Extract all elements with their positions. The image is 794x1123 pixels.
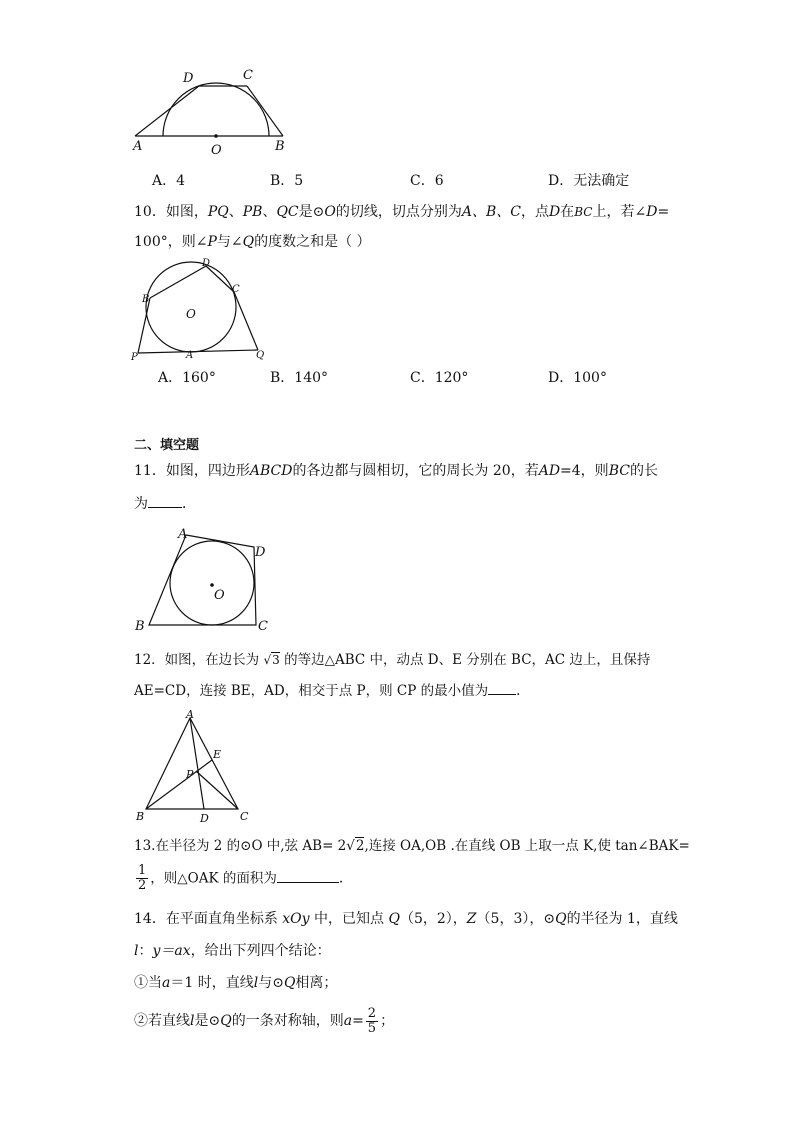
fraction-two-fifths: $\frac{2}{5}$	[367, 1005, 377, 1036]
line-cp	[196, 771, 238, 809]
label-o: O	[211, 143, 222, 158]
label-d: D	[200, 812, 209, 824]
line-pb	[138, 298, 150, 353]
label-a: A	[133, 139, 143, 154]
label-d: D	[255, 545, 266, 560]
label-b: B	[135, 619, 145, 634]
circle-o	[170, 541, 254, 625]
fraction-one-half: $\frac{1}{2}$	[138, 863, 147, 893]
q14-statement-1: ①当a＝1 时，直线l与⊙Q相离；	[134, 975, 338, 991]
q13-stem-line1: 13.在半径为 2 的⊙O 中,弦 AB= 2√2,连接 OA,OB .在直线 OB 上取一点 K,使 tan∠BAK=	[134, 838, 690, 854]
q14-stem-line1: 14．在平面直角坐标系 xOy 中，已知点 Q（5，2），Z（5，3），⊙Q的半径为 1，直线	[134, 911, 678, 927]
label-b: B	[142, 294, 150, 305]
line-ad	[135, 86, 199, 136]
label-o: O	[186, 307, 196, 321]
q12-stem-line1: 12．如图，在边长为 √3 的等边△ABC 中，动点 D、E 分别在 BC，AC 边上，且保持	[134, 652, 651, 668]
figure-q11	[130, 524, 278, 636]
label-a: A	[178, 527, 188, 542]
label-d: D	[202, 258, 211, 269]
label-q: Q	[256, 350, 265, 361]
label-b: B	[136, 810, 145, 823]
label-c: C	[258, 619, 268, 634]
label-o: O	[214, 588, 225, 603]
line-bd	[150, 266, 206, 298]
q9-option-c: C．6	[410, 173, 444, 189]
label-d: D	[183, 71, 194, 86]
quadrilateral-abcd	[149, 535, 256, 625]
q9-option-a: A．4	[152, 173, 186, 189]
q9-option-b: B．5	[270, 173, 304, 189]
section-header-fill-in: 二、填空题	[134, 438, 200, 453]
q10-stem-line1: 10．如图，PQ、PB、QC是⊙O的切线，切点分别为A、B、C，点D在BC上，若∠D=	[134, 204, 670, 220]
line-qc	[234, 292, 258, 350]
q10-option-a: A．160°	[158, 370, 216, 386]
label-e: E	[213, 748, 222, 761]
arc-bc: BC	[574, 205, 593, 219]
label-p: P	[186, 768, 194, 781]
q10-option-c: C．120°	[410, 370, 469, 386]
q14-stem-line2: l：y＝ax，给出下列四个结论：	[134, 943, 331, 959]
q14-statement-2: ②若直线l是⊙Q的一条对称轴，则a= $\frac{2}{5}$ ；	[134, 1005, 395, 1036]
answer-blank[interactable]	[277, 868, 339, 883]
label-a: A	[186, 350, 194, 361]
semicircle-o	[163, 83, 269, 136]
line-cb	[247, 86, 283, 136]
q10-option-d: D．100°	[548, 370, 607, 386]
figure-q9	[125, 62, 295, 160]
q10-option-b: B．140°	[270, 370, 329, 386]
label-c: C	[243, 68, 253, 83]
q12-stem-line2: AE=CD，连接 BE，AD，相交于点 P，则 CP 的最小值为 .	[134, 680, 520, 701]
label-p: P	[131, 352, 138, 363]
q9-option-d: D．无法确定	[548, 173, 630, 189]
q13-stem-line2: $\frac{1}{2}$ ，则△OAK 的面积为 .	[138, 863, 344, 893]
label-c: C	[240, 810, 249, 823]
q11-stem-line2: 为 ．	[134, 493, 196, 514]
label-a: A	[186, 708, 194, 721]
line-dc	[206, 266, 234, 292]
line-pq	[138, 350, 258, 353]
figure-q12	[132, 708, 256, 824]
q10-stem-line2: 100°，则∠P与∠Q的度数之和是（ ）	[134, 234, 371, 250]
answer-blank[interactable]	[148, 493, 182, 508]
label-c: C	[232, 284, 240, 295]
line-be	[146, 760, 212, 809]
q11-stem-line1: 11．如图，四边形ABCD的各边都与圆相切，它的周长为 20，若AD=4，则BC的长	[134, 463, 658, 479]
answer-blank[interactable]	[488, 680, 516, 695]
label-b: B	[275, 139, 285, 154]
figure-q10	[128, 254, 274, 364]
